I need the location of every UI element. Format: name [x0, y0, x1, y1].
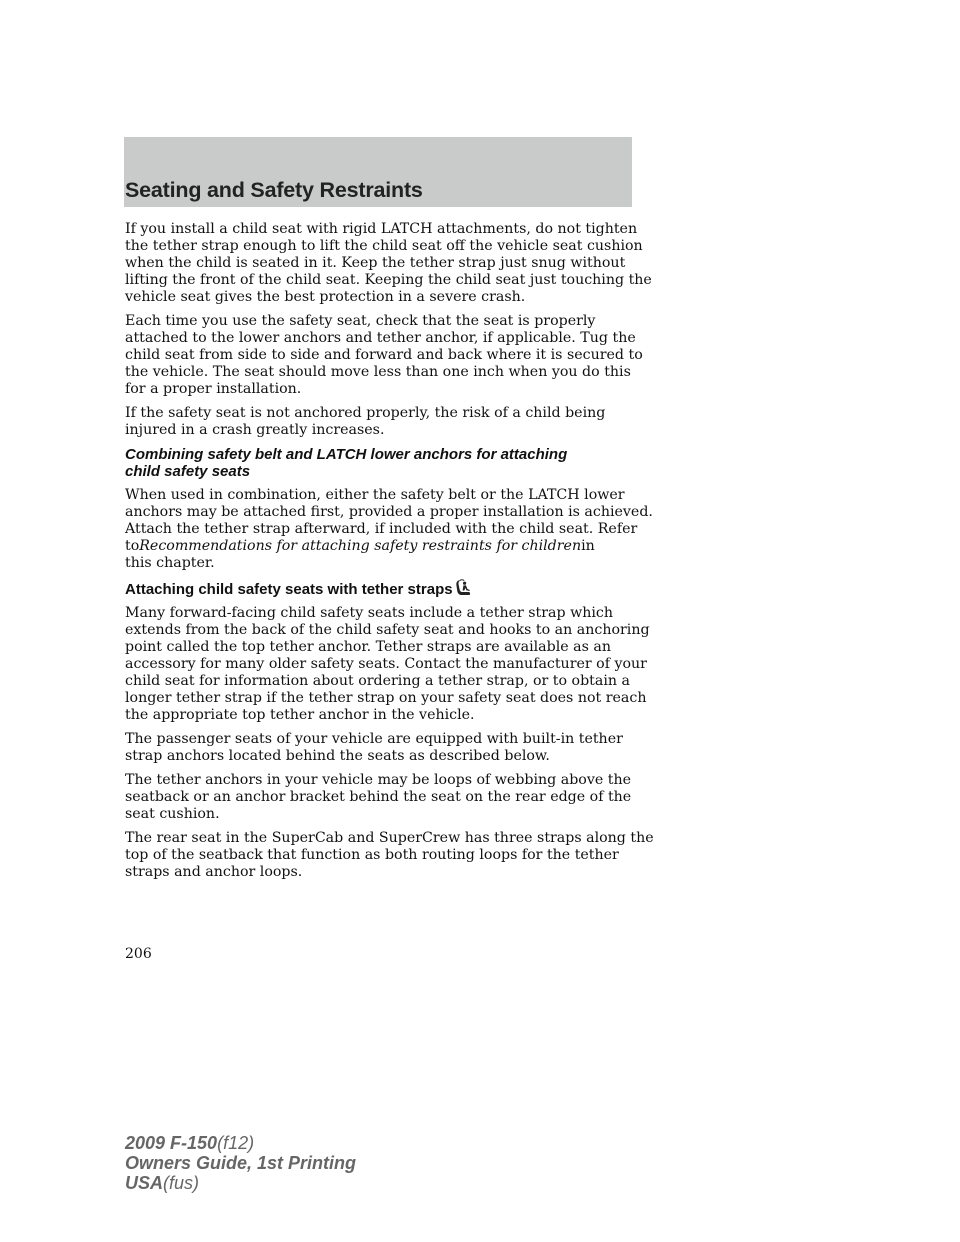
child-seat-tether-icon: [455, 579, 472, 596]
subheading-line: child safety seats: [125, 463, 251, 480]
text-line: lifting the front of the child seat. Keeping the child seat just touching the: [125, 272, 652, 288]
footer-market: USA: [125, 1173, 164, 1193]
subheading-tether-straps: [125, 579, 637, 598]
paragraph-anchor-risk: [125, 405, 637, 439]
paragraph-latch-tether: [125, 221, 652, 306]
page-number: 206: [125, 946, 152, 962]
text-line: the vehicle. The seat should move less than one inch when you do this: [125, 364, 631, 380]
paragraph-forward-facing: [125, 605, 650, 724]
text-line: this chapter.: [125, 555, 215, 571]
text-line: If the safety seat is not anchored properly, the risk of a child being: [125, 405, 606, 421]
text-line: the tether strap enough to lift the child seat off the vehicle seat cushion: [125, 238, 643, 254]
paragraph-tether-anchors: [125, 772, 637, 823]
text-line: The tether anchors in your vehicle may be loops of webbing above the: [125, 772, 631, 788]
paragraph-combination: [125, 487, 653, 572]
page-body: [125, 221, 654, 888]
footer-market-code: (fus): [163, 1173, 200, 1193]
text-line: seat cushion.: [125, 806, 220, 822]
footer-model: 2009 F-150: [125, 1133, 218, 1153]
text-line: child seat from side to side and forward and back where it is secured to: [125, 347, 643, 363]
text-fragment: to: [125, 538, 140, 554]
text-line: point called the top tether anchor. Tether straps are available as an: [125, 639, 612, 655]
text-line: attached to the lower anchors and tether anchor, if applicable. Tug the: [125, 330, 636, 346]
cross-reference-link: Recommendations for attaching safety restraints for children: [139, 538, 582, 554]
text-line: vehicle seat gives the best protection in a severe crash.: [125, 289, 526, 305]
paragraph-passenger-seats: [125, 731, 637, 765]
text-line: longer tether strap if the tether strap on your safety seat does not reach: [125, 690, 647, 706]
subheading-line: Combining safety belt and LATCH lower anchors for attaching: [125, 446, 568, 463]
footer-guide: Owners Guide, 1st Printing: [125, 1153, 357, 1173]
text-line: child seat for information about ordering a tether strap, or to obtain a: [125, 673, 630, 689]
paragraph-rear-seat: [125, 830, 654, 881]
subheading-text: Attaching child safety seats with tether straps: [125, 581, 453, 598]
text-line: Attach the tether strap afterward, if included with the child seat. Refer: [125, 521, 638, 537]
section-title: Seating and Safety Restraints: [125, 178, 423, 202]
text-line: If you install a child seat with rigid LATCH attachments, do not tighten: [125, 221, 638, 237]
print-footer: [125, 1133, 356, 1193]
text-line: injured in a crash greatly increases.: [125, 422, 385, 438]
text-line: the appropriate top tether anchor in the vehicle.: [125, 707, 475, 723]
footer-model-code: (f12): [217, 1133, 255, 1153]
text-line: straps and anchor loops.: [125, 864, 303, 880]
text-line: extends from the back of the child safety seat and hooks to an anchoring: [125, 622, 650, 638]
text-line: The passenger seats of your vehicle are equipped with built-in tether: [125, 731, 623, 747]
text-line: for a proper installation.: [125, 381, 302, 397]
text-line: Each time you use the safety seat, check that the seat is properly: [125, 313, 596, 329]
text-line: when the child is seated in it. Keep the tether strap just snug without: [125, 255, 626, 271]
text-line: seatback or an anchor bracket behind the seat on the rear edge of the: [125, 789, 632, 805]
footer-model-line: [125, 1133, 356, 1153]
footer-market-line: [125, 1173, 356, 1193]
text-fragment: in: [581, 538, 595, 554]
text-line: Many forward-facing child safety seats include a tether strap which: [125, 605, 613, 621]
subheading-combining-belt-latch: [125, 446, 637, 480]
text-line: accessory for many older safety seats. Contact the manufacturer of your: [125, 656, 647, 672]
text-line: top of the seatback that function as both routing loops for the tether: [125, 847, 619, 863]
text-line-with-reference: [125, 538, 637, 555]
paragraph-check-seat: [125, 313, 643, 398]
text-line: strap anchors located behind the seats as described below.: [125, 748, 550, 764]
text-line: When used in combination, either the safety belt or the LATCH lower: [125, 487, 625, 503]
text-line: The rear seat in the SuperCab and SuperCrew has three straps along the: [125, 830, 654, 846]
text-line: anchors may be attached first, provided a proper installation is achieved.: [125, 504, 653, 520]
